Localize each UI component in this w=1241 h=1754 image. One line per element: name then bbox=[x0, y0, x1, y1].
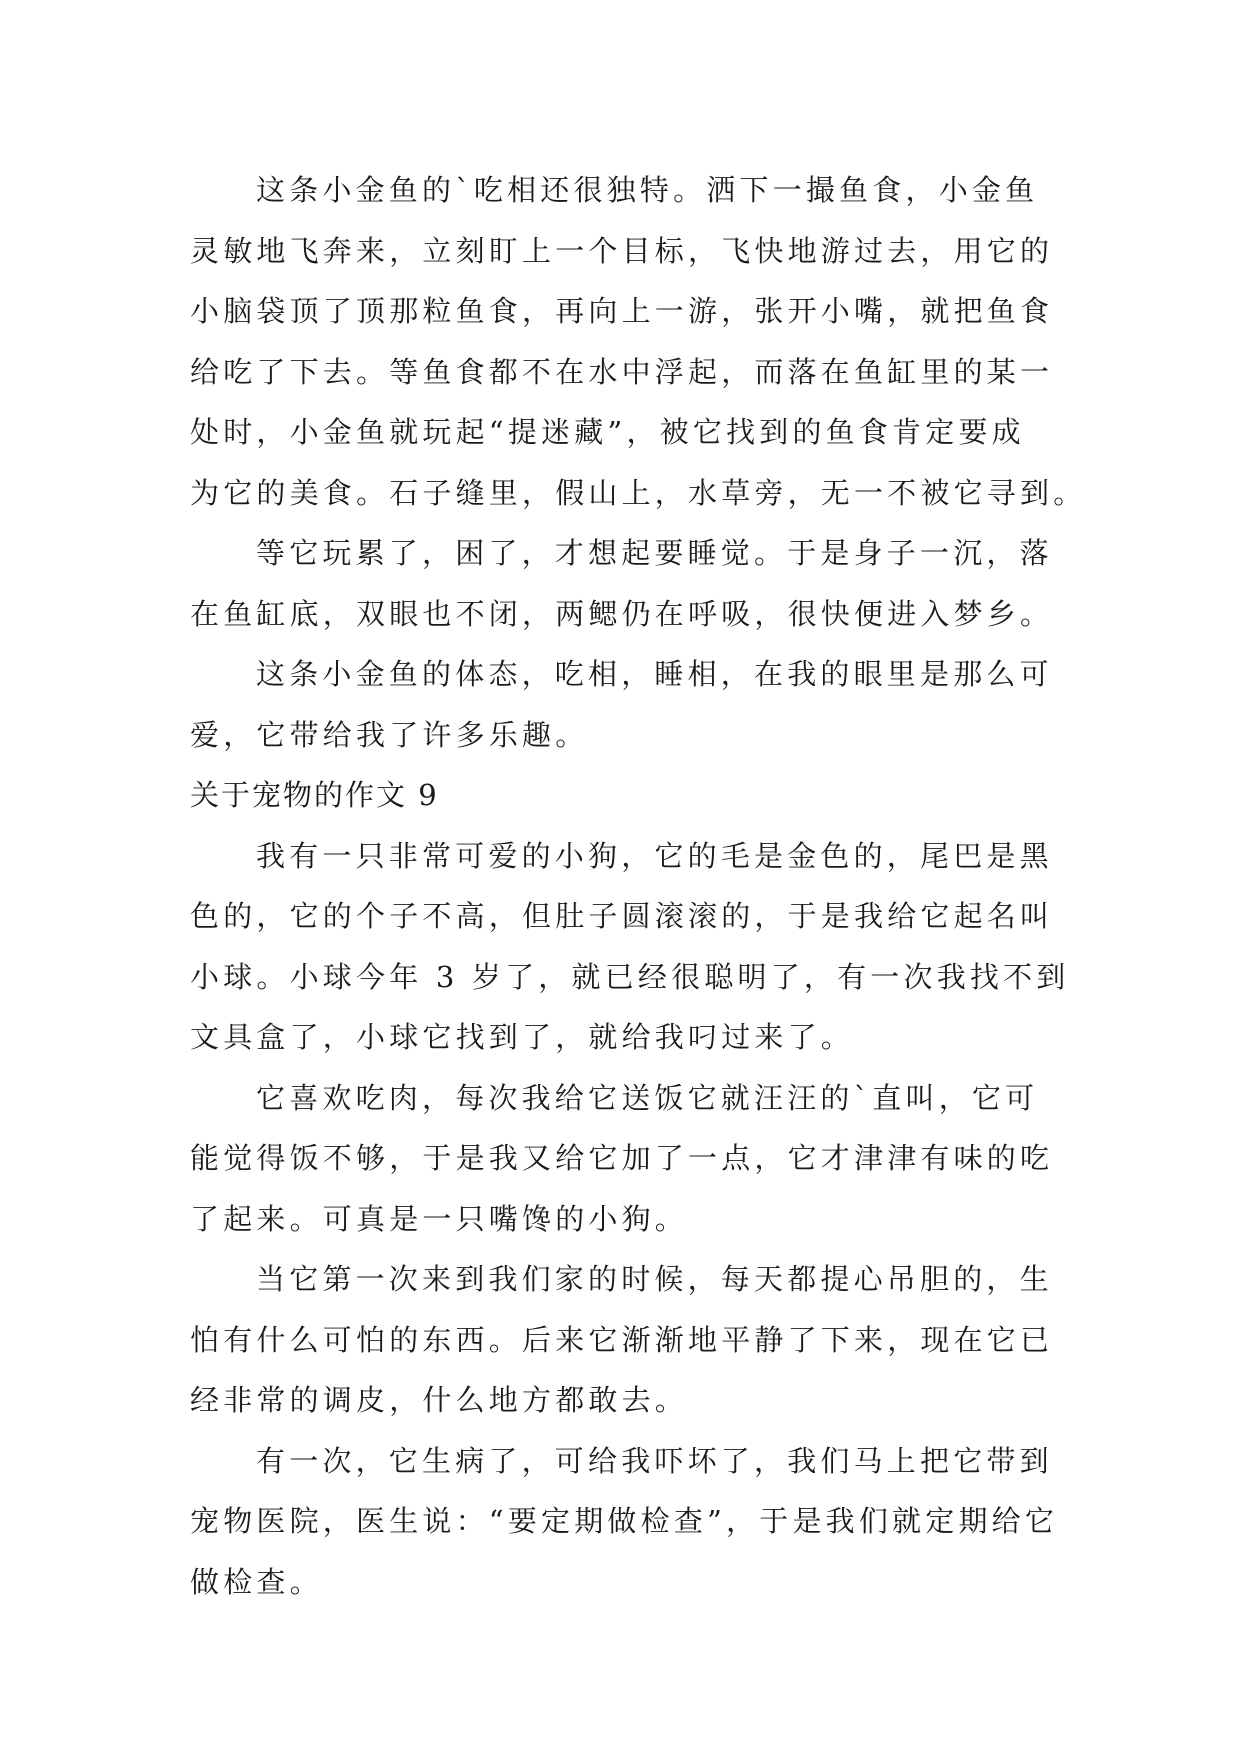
text-line: 等它玩累了，困了，才想起要睡觉。于是身子一沉，落 bbox=[256, 536, 1053, 570]
text-line: 我有一只非常可爱的小狗，它的毛是金色的，尾巴是黑 bbox=[256, 838, 1053, 873]
text-line: 小球。小球今年 3 岁了，就已经很聪明了，有一次我找不到 bbox=[190, 959, 1070, 994]
text-line: 文具盒了，小球它找到了，就给我叼过来了。 bbox=[190, 1020, 855, 1054]
text-line: 爱，它带给我了许多乐趣。 bbox=[190, 717, 589, 752]
text-line: 做检查。 bbox=[190, 1564, 323, 1599]
text-line: 经非常的调皮，什么地方都敢去。 bbox=[190, 1383, 689, 1417]
text-line: 为它的美食。石子缝里，假山上，水草旁，无一不被它寻到。 bbox=[190, 475, 1087, 510]
text-line: 这条小金鱼的`吃相还很独特。洒下一撮鱼食，小金鱼 bbox=[256, 173, 1039, 207]
text-line: 了起来。可真是一只嘴馋的小狗。 bbox=[190, 1201, 689, 1236]
text-line: 有一次，它生病了，可给我吓坏了，我们马上把它带到 bbox=[256, 1443, 1053, 1478]
section-heading: 关于宠物的作文 9 bbox=[190, 778, 439, 812]
text-line: 这条小金鱼的体态，吃相，睡相，在我的眼里是那么可 bbox=[256, 657, 1053, 691]
text-line: 当它第一次来到我们家的时候，每天都提心吊胆的，生 bbox=[256, 1262, 1053, 1296]
text-line: 色的，它的个子不高，但肚子圆滚滚的，于是我给它起名叫 bbox=[190, 899, 1054, 933]
text-line: 灵敏地飞奔来，立刻盯上一个目标，飞快地游过去，用它的 bbox=[190, 233, 1054, 268]
text-line: 宠物医院，医生说：“要定期做检查”，于是我们就定期给它 bbox=[190, 1504, 1059, 1538]
document-body bbox=[190, 160, 1087, 1612]
text-line: 处时，小金鱼就玩起“提迷藏”，被它找到的鱼食肯定要成 bbox=[190, 415, 1025, 449]
text-line: 小脑袋顶了顶那粒鱼食，再向上一游，张开小嘴，就把鱼食 bbox=[190, 294, 1054, 328]
text-line: 在鱼缸底，双眼也不闭，两鳃仍在呼吸，很快便进入梦乡。 bbox=[190, 596, 1054, 631]
text-line: 怕有什么可怕的东西。后来它渐渐地平静了下来，现在它已 bbox=[190, 1322, 1054, 1357]
text-line: 给吃了下去。等鱼食都不在水中浮起，而落在鱼缸里的某一 bbox=[190, 354, 1054, 389]
text-line: 能觉得饭不够，于是我又给它加了一点，它才津津有味的吃 bbox=[190, 1141, 1054, 1175]
text-line: 它喜欢吃肉，每次我给它送饭它就汪汪的`直叫，它可 bbox=[256, 1080, 1039, 1115]
